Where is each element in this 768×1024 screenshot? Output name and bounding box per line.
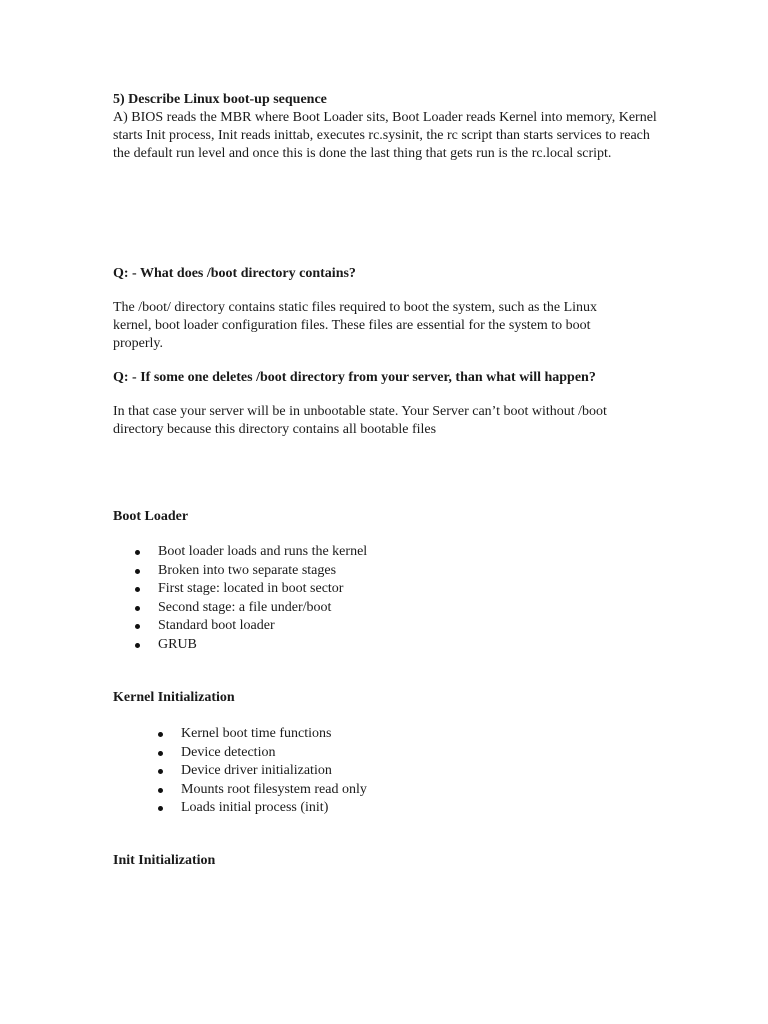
answer-delete-boot: In that case your server will be in unbootable state. Your Server can’t boot without /boot directory because this directory contains all bootable files <box>113 404 607 437</box>
bullet-icon <box>135 550 140 555</box>
section-title-kernel-initialization: Kernel Initialization <box>113 690 235 705</box>
section-title-init-initialization: Init Initialization <box>113 853 216 868</box>
list-item: Device detection <box>158 744 367 763</box>
bullet-icon <box>158 769 163 774</box>
list-item: Kernel boot time functions <box>158 725 367 744</box>
kernel-initialization-list <box>158 725 367 818</box>
list-item: GRUB <box>135 636 367 655</box>
question-delete-boot-title: Q: - If some one deletes /boot directory from your server, than what will happen? <box>113 370 596 385</box>
answer-boot-directory: The /boot/ directory contains static files required to boot the system, such as the Linux kernel, boot loader configuration files. These files are essential for the system to boot properly. <box>113 300 598 351</box>
list-item: Device driver initialization <box>158 762 367 781</box>
bullet-icon <box>135 624 140 629</box>
list-item: Broken into two separate stages <box>135 562 367 581</box>
bullet-icon <box>158 751 163 756</box>
list-item: Loads initial process (init) <box>158 799 367 818</box>
bullet-icon <box>158 788 163 793</box>
answer-boot-sequence: A) BIOS reads the MBR where Boot Loader sits, Boot Loader reads Kernel into memory, Kernel starts Init process, Init reads inittab, executes rc.sysinit, the rc script than starts services to reach the default run level and once this is done the last thing that gets run is the rc.local script. <box>113 110 657 161</box>
boot-loader-list <box>135 543 367 655</box>
list-item: Boot loader loads and runs the kernel <box>135 543 367 562</box>
list-item: First stage: located in boot sector <box>135 580 367 599</box>
bullet-icon <box>135 643 140 648</box>
bullet-icon <box>135 606 140 611</box>
question-boot-directory-title: Q: - What does /boot directory contains? <box>113 266 356 281</box>
bullet-icon <box>135 587 140 592</box>
bullet-icon <box>135 569 140 574</box>
list-item: Standard boot loader <box>135 617 367 636</box>
question-boot-sequence-title: 5) Describe Linux boot-up sequence <box>113 92 327 107</box>
bullet-icon <box>158 732 163 737</box>
list-item: Second stage: a file under/boot <box>135 599 367 618</box>
section-title-boot-loader: Boot Loader <box>113 509 189 524</box>
list-item: Mounts root filesystem read only <box>158 781 367 800</box>
bullet-icon <box>158 806 163 811</box>
